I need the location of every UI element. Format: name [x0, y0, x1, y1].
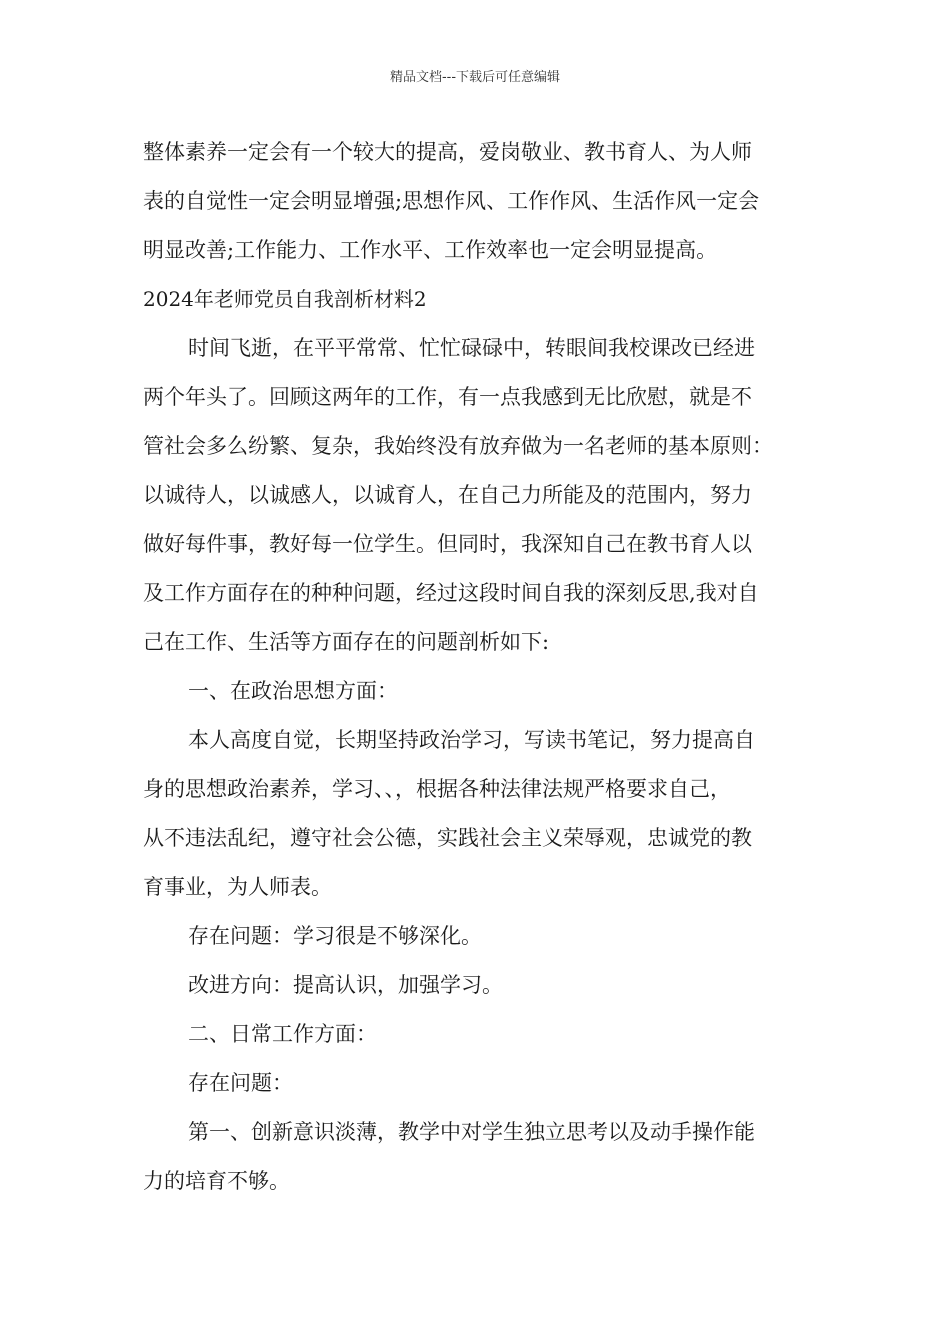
text-line: 两个年头了。回顾这两年的工作，有一点我感到无比欣慰，就是不: [143, 385, 752, 409]
document-body: [143, 128, 815, 1206]
subheading: 一、在政治思想方面：: [188, 679, 398, 703]
text-line: 以诚待人，以诚感人，以诚育人，在自己力所能及的范围内，努力: [143, 483, 752, 507]
text-line: 整体素养一定会有一个较大的提高，爱岗敬业、教书育人、为人师: [143, 140, 752, 164]
text-line: 己在工作、生活等方面存在的问题剖析如下:: [143, 630, 550, 654]
page-header: 精品文档---下载后可任意编辑: [389, 70, 561, 85]
text-line: 明显改善;工作能力、工作水平、工作效率也一定会明显提高。: [143, 238, 718, 262]
text-line: 第一、创新意识淡薄，教学中对学生独立思考以及动手操作能: [188, 1120, 755, 1144]
text-line: 表的自觉性一定会明显增强;思想作风、工作作风、生活作风一定会: [143, 189, 760, 213]
text-line: 本人高度自觉，长期坚持政治学习，写读书笔记，努力提高自: [188, 728, 755, 752]
text-line: 从不违法乱纪，遵守社会公德，实践社会主义荣辱观，忠诚党的教: [143, 826, 752, 850]
text-line: 身的思想政治素养，学习、、，根据各种法律法规严格要求自己，: [143, 777, 731, 801]
text-line: 时间飞逝，在平平常常、忙忙碌碌中，转眼间我校课改已经进: [188, 336, 755, 360]
text-line: 做好每件事，教好每一位学生。但同时，我深知自己在教书育人以: [143, 532, 752, 556]
text-line: 育事业，为人师表。: [143, 875, 332, 899]
text-line: 及工作方面存在的种种问题，经过这段时间自我的深刻反思,我对自: [143, 581, 759, 605]
section-title: 2024年老师党员自我剖析材料2: [143, 287, 427, 311]
text-line: 改进方向：提高认识，加强学习。: [188, 973, 503, 997]
text-line: 存在问题：学习很是不够深化。: [188, 924, 482, 948]
subheading: 二、日常工作方面：: [188, 1022, 377, 1046]
text-line: 力的培育不够。: [143, 1169, 290, 1193]
text-line: 存在问题：: [188, 1071, 293, 1095]
text-line: 管社会多么纷繁、复杂，我始终没有放弃做为一名老师的基本原则：: [143, 434, 773, 458]
